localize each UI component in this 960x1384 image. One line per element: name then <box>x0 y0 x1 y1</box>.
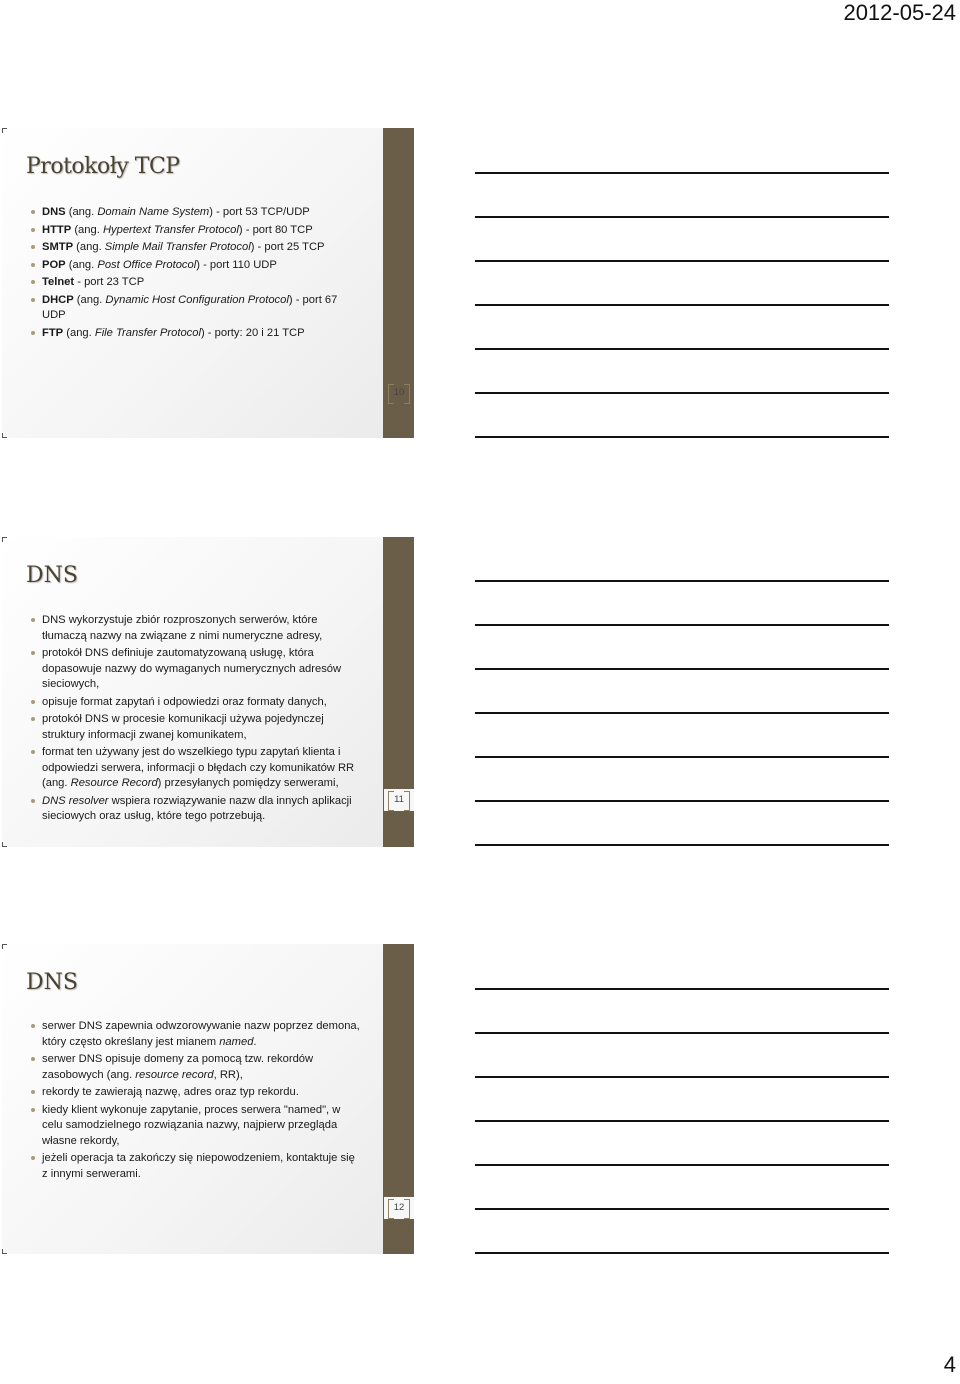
slide-corner-mark <box>2 128 7 133</box>
list-item: DNS wykorzystuje zbiór rozproszonych serwerów, które tłumaczą nazwy na związane z nimi numeryczne adresy, <box>28 613 360 644</box>
note-line <box>475 1032 889 1034</box>
note-line <box>475 580 889 582</box>
slide-bullet-list <box>28 613 360 827</box>
list-item: DNS (ang. Domain Name System) - port 53 TCP/UDP <box>28 205 342 221</box>
page-number: 4 <box>943 1352 956 1377</box>
list-item: DHCP (ang. Dynamic Host Configuration Protocol) - port 67 UDP <box>28 293 342 324</box>
list-item: SMTP (ang. Simple Mail Transfer Protocol) - port 25 TCP <box>28 240 342 256</box>
note-line <box>475 172 889 174</box>
list-item: format ten używany jest do wszelkiego typu zapytań klienta i odpowiedzi serwera, informacji o błędach czy komunikatów RR (ang. Resource Record) przesyłanych pomiędzy serwerami, <box>28 745 360 792</box>
slide-corner-mark <box>2 944 7 949</box>
bullet-icon <box>31 228 35 232</box>
list-item: POP (ang. Post Office Protocol) - port 110 UDP <box>28 258 342 274</box>
note-line <box>475 624 889 626</box>
slide-corner-mark <box>2 433 7 438</box>
bullet-icon <box>31 263 35 267</box>
bullet-icon <box>31 1108 35 1112</box>
slide-number <box>384 1197 414 1219</box>
bullet-icon <box>31 280 35 284</box>
bullet-icon <box>31 1090 35 1094</box>
list-item: HTTP (ang. Hypertext Transfer Protocol) - port 80 TCP <box>28 223 342 239</box>
slide-corner-mark <box>2 537 7 542</box>
slide-title: DNS <box>26 970 78 995</box>
bullet-icon <box>31 245 35 249</box>
note-line <box>475 348 889 350</box>
bullet-icon <box>31 1057 35 1061</box>
list-item: kiedy klient wykonuje zapytanie, proces serwera "named", w celu samodzielnego rozwiązania nazwy, najpierw przegląda własne rekordy, <box>28 1103 362 1150</box>
note-line <box>475 392 889 394</box>
note-line <box>475 1164 889 1166</box>
list-item: DNS resolver wspiera rozwiązywanie nazw dla innych aplikacji sieciowych oraz usług, które tego potrzebują. <box>28 794 360 825</box>
slide-number <box>384 789 414 811</box>
note-line <box>475 800 889 802</box>
slide-10 <box>2 128 414 438</box>
note-line <box>475 988 889 990</box>
slide-title: Protokoły TCP <box>26 154 180 179</box>
list-item: FTP (ang. File Transfer Protocol) - porty: 20 i 21 TCP <box>28 326 342 342</box>
bullet-icon <box>31 331 35 335</box>
list-item: protokół DNS w procesie komunikacji używa pojedynczej struktury informacji zwanej komunikatem, <box>28 712 360 743</box>
slide-corner-mark <box>2 842 7 847</box>
note-line <box>475 1208 889 1210</box>
bullet-icon <box>31 717 35 721</box>
bullet-icon <box>31 700 35 704</box>
bullet-icon <box>31 210 35 214</box>
note-line <box>475 712 889 714</box>
slide-bullet-list <box>28 1019 362 1184</box>
slide-11 <box>2 537 414 847</box>
note-line <box>475 756 889 758</box>
list-item: opisuje format zapytań i odpowiedzi oraz formaty danych, <box>28 695 360 711</box>
bullet-icon <box>31 750 35 754</box>
bullet-icon <box>31 298 35 302</box>
list-item: serwer DNS zapewnia odwzorowywanie nazw poprzez demona, który często określany jest mianem named. <box>28 1019 362 1050</box>
slide-corner-mark <box>2 1249 7 1254</box>
note-line <box>475 1252 889 1254</box>
note-line <box>475 436 889 438</box>
bullet-icon <box>31 1024 35 1028</box>
slide-number <box>384 382 414 404</box>
note-line <box>475 844 889 846</box>
note-line <box>475 668 889 670</box>
note-line <box>475 216 889 218</box>
list-item: Telnet - port 23 TCP <box>28 275 342 291</box>
slide-title: DNS <box>26 563 78 588</box>
bullet-icon <box>31 1156 35 1160</box>
slide-number-text: 12 <box>393 1202 405 1213</box>
list-item: jeżeli operacja ta zakończy się niepowodzeniem, kontaktuje się z innymi serwerami. <box>28 1151 362 1182</box>
slide-number-text: 11 <box>394 794 404 805</box>
slide-12 <box>2 944 414 1254</box>
note-line <box>475 260 889 262</box>
header-date: 2012-05-24 <box>843 0 956 25</box>
slide-number-text: 10 <box>393 387 405 398</box>
bullet-icon <box>31 618 35 622</box>
note-line <box>475 304 889 306</box>
list-item: rekordy te zawierają nazwę, adres oraz typ rekordu. <box>28 1085 362 1101</box>
list-item: serwer DNS opisuje domeny za pomocą tzw. rekordów zasobowych (ang. resource record, RR), <box>28 1052 362 1083</box>
list-item: protokół DNS definiuje zautomatyzowaną usługę, która dopasowuje nazwy do wymaganych numerycznych adresów sieciowych, <box>28 646 360 693</box>
slide-bullet-list <box>28 205 342 343</box>
note-line <box>475 1076 889 1078</box>
note-line <box>475 1120 889 1122</box>
bullet-icon <box>31 651 35 655</box>
bullet-icon <box>31 799 35 803</box>
